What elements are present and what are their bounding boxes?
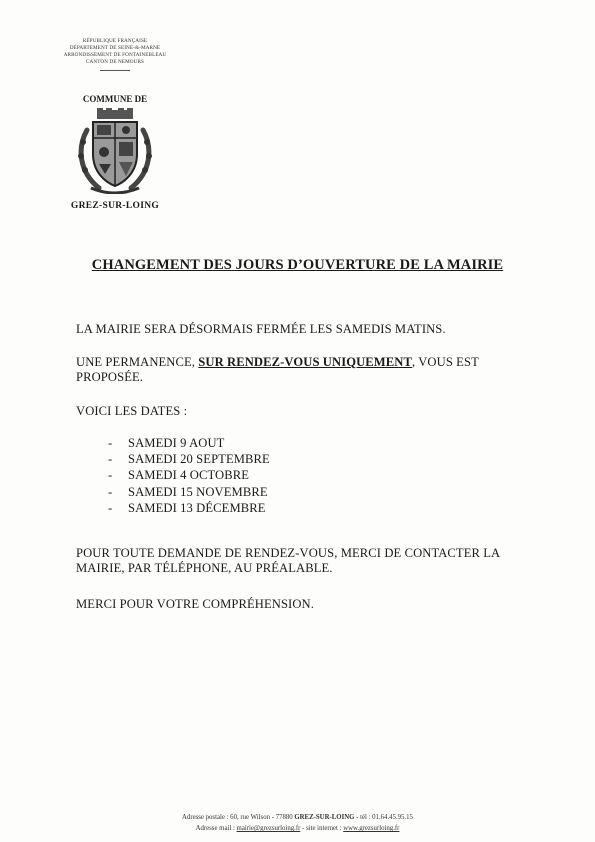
date-text: SAMEDI 9 AOUT [128, 436, 225, 450]
website-link[interactable]: www.grezsurloing.fr [343, 825, 400, 832]
coat-of-arms-icon [73, 108, 157, 199]
thanks-line: MERCI POUR VOTRE COMPRÉHENSION. [76, 597, 314, 611]
commune-name: GREZ-SUR-LOING [70, 201, 160, 211]
dates-intro: VOICI LES DATES : [76, 404, 188, 418]
date-text: SAMEDI 15 NOVEMBRE [128, 484, 268, 499]
list-item: - SAMEDI 4 OCTOBRE [108, 468, 250, 483]
footer [0, 812, 595, 834]
letterhead-line-arrondissement: ARRONDISSEMENT DE FONTAINEBLEAU [63, 52, 167, 58]
dates-list [108, 435, 270, 516]
footer-phone: - tél : 01.64.45.95.15 [354, 814, 413, 821]
letterhead-line-republique: RÉPUBLIQUE FRANÇAISE [82, 38, 148, 44]
commune-de-label: COMMUNE DE [82, 94, 148, 104]
date-text: SAMEDI 20 SEPTEMBRE [128, 452, 270, 467]
appointment-only-highlight: SUR RENDEZ-VOUS UNIQUEMENT [198, 355, 412, 369]
page-title: CHANGEMENT DES JOURS D’OUVERTURE DE LA MAIRIE [91, 257, 504, 273]
footer-mail-label: Adresse mail : [195, 825, 237, 832]
letterhead-line-canton: CANTON DE NEMOURS [85, 59, 145, 65]
contact-request: POUR TOUTE DEMANDE DE RENDEZ-VOUS, MERCI DE CONTACTER LA MAIRIE, PAR TÉLÉPHONE, AU PRÉALABLE. [76, 546, 500, 575]
list-item: - SAMEDI 20 SEPTEMBRE [108, 452, 270, 467]
appointment-notice [76, 355, 546, 385]
date-text: SAMEDI 4 OCTOBRE [128, 468, 250, 483]
date-text: SAMEDI 13 DÉCEMBRE [128, 500, 266, 515]
footer-address-line [0, 812, 595, 823]
footer-town: GREZ-SUR-LOING [294, 814, 355, 821]
footer-site-label: - site internet : [300, 825, 344, 832]
footer-contact-line [0, 823, 595, 834]
appointment-notice-end: , VOUS EST PROPOSÉE. [76, 355, 479, 384]
list-item: - SAMEDI 13 DÉCEMBRE [108, 500, 266, 515]
letterhead [40, 38, 190, 211]
list-item: - SAMEDI 15 NOVEMBRE [108, 484, 268, 499]
letterhead-line-departement: DÉPARTEMENT DE SEINE-&-MARNE [69, 45, 161, 51]
letterhead-rule [100, 70, 130, 71]
email-link[interactable]: mairie@grezsurloing.fr [236, 825, 301, 832]
footer-address: Adresse postale : 60, rue Wilson - 77880 [182, 814, 295, 821]
closure-notice: LA MAIRIE SERA DÉSORMAIS FERMÉE LES SAMEDIS MATINS. [76, 322, 446, 336]
appointment-notice-start: UNE PERMANENCE, [76, 355, 199, 369]
list-item: - SAMEDI 9 AOUT [108, 436, 225, 450]
